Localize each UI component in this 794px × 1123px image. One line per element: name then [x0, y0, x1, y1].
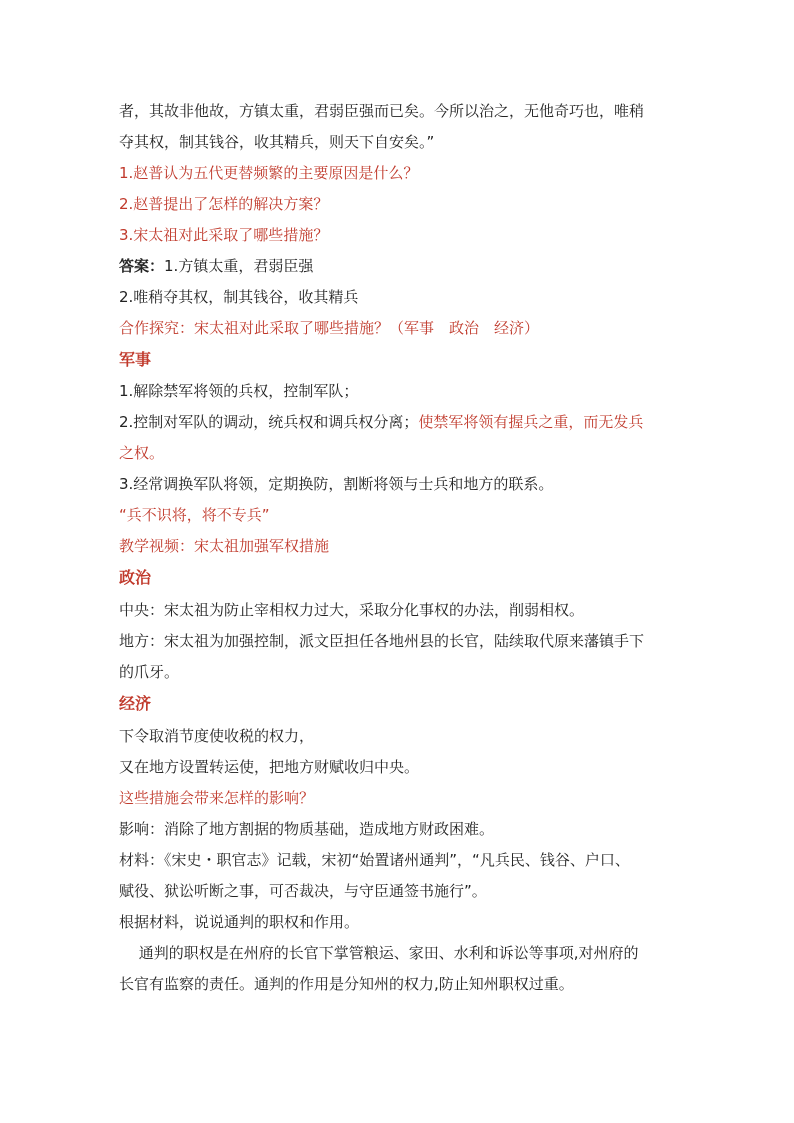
politics-local-cont: 的爪牙。 [119, 663, 180, 681]
coop-inquiry: 合作探究：宋太祖对此采取了哪些措施？（军事 政治 经济） [119, 319, 540, 337]
economy-impact: 影响：消除了地方割据的物质基础，造成地方财政困难。 [119, 820, 495, 838]
question-3: 3.宋太祖对此采取了哪些措施？ [119, 226, 329, 244]
answer-text: 1.方镇太重，君弱臣强 [164, 257, 314, 275]
military-item-1: 1.解除禁军将领的兵权，控制军队； [119, 382, 359, 400]
military-item-2 [119, 412, 679, 432]
answer-line-2: 2.唯稍夺其权，制其钱谷，收其精兵 [119, 288, 359, 306]
economy-item-1: 下令取消节度使收税的权力， [119, 727, 315, 745]
quote-line: “兵不识将，将不专兵” [119, 506, 270, 524]
question-2: 2.赵普提出了怎样的解决方案？ [119, 195, 329, 213]
question-1: 1.赵普认为五代更替频繁的主要原因是什么？ [119, 164, 419, 182]
military-item-3: 3.经常调换军队将领，定期换防，割断将领与士兵和地方的联系。 [119, 475, 554, 493]
military-heading: 军事 [119, 350, 152, 369]
politics-local: 地方：宋太祖为加强控制，派文臣担任各地州县的长官，陆续取代原来藩镇手下 [119, 632, 645, 650]
material-line-1: 材料：《宋史・职官志》记载，宋初“始置诸州通判”，“凡兵民、钱谷、户口、 [119, 851, 630, 869]
material-answer-1: 通判的职权是在州府的长官下掌管粮运、家田、水利和诉讼等事项,对州府的 [119, 944, 639, 962]
text-line: 夺其权，制其钱谷，收其精兵，则天下自安矣。” [119, 133, 435, 151]
economy-question: 这些措施会带来怎样的影响？ [119, 789, 315, 807]
teaching-video: 教学视频：宋太祖加强军权措施 [119, 537, 330, 555]
economy-heading: 经济 [119, 694, 152, 713]
military-item-2-highlight: 使禁军将领有握兵之重，而无发兵 [418, 413, 644, 431]
text-line: 者，其故非他故，方镇太重，君弱臣强而已矣。今所以治之，无他奇巧也，唯稍 [119, 102, 645, 120]
politics-heading: 政治 [119, 568, 152, 587]
material-line-2: 赋役、狱讼听断之事，可否裁决，与守臣通签书施行”。 [119, 882, 487, 900]
material-answer-2: 长官有监察的责任。通判的作用是分知州的权力,防止知州职权过重。 [119, 975, 574, 993]
economy-item-2: 又在地方设置转运使，把地方财赋收归中央。 [119, 758, 420, 776]
politics-central: 中央：宋太祖为防止宰相权力过大，采取分化事权的办法，削弱相权。 [119, 601, 585, 619]
military-item-2-text: 2.控制对军队的调动，统兵权和调兵权分离； [119, 413, 419, 431]
material-question: 根据材料，说说通判的职权和作用。 [119, 913, 360, 931]
answer-label: 答案： [119, 257, 165, 275]
military-item-2-cont: 之权。 [119, 444, 165, 462]
answer-line-1 [119, 256, 679, 276]
